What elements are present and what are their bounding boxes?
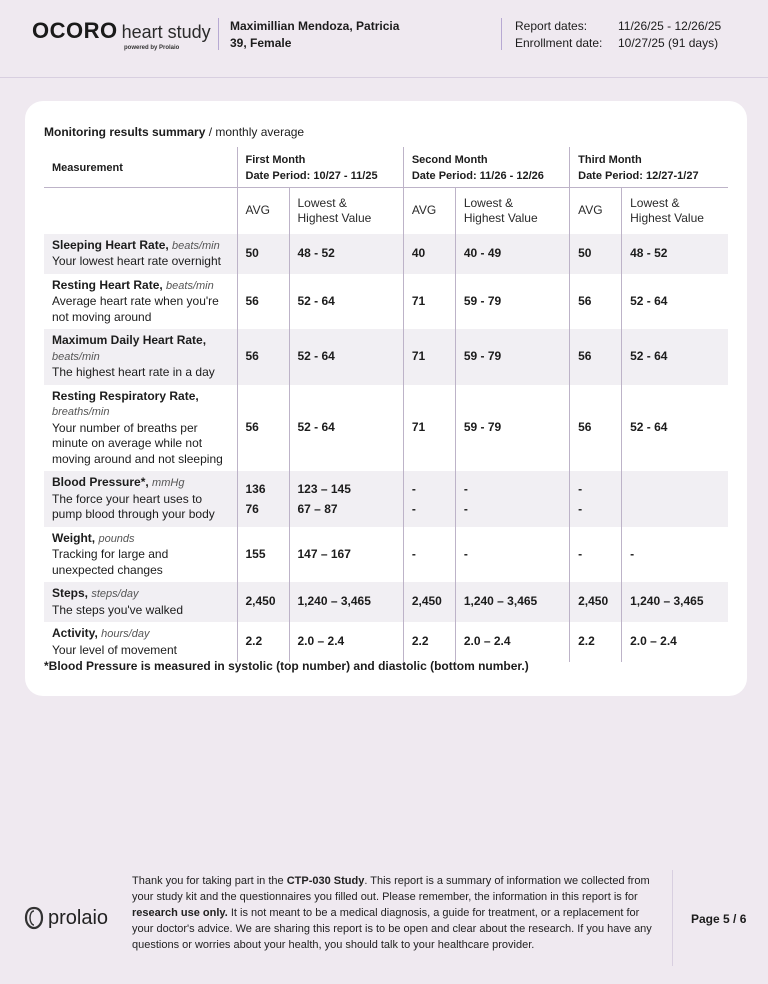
- range-value: 52 - 64: [289, 329, 403, 385]
- range-value: 1,240 – 3,465: [622, 582, 728, 622]
- range-value: 52 - 64: [622, 385, 728, 472]
- avg-value: [403, 471, 455, 527]
- measurement-description: Your lowest heart rate overnight: [52, 254, 221, 268]
- range-value: 48 - 52: [289, 234, 403, 274]
- systolic-value: -: [411, 481, 416, 496]
- table-row: [44, 582, 728, 622]
- systolic-value: -: [578, 481, 583, 496]
- avg-value: 2.2: [237, 622, 289, 662]
- systolic-range: -: [463, 481, 468, 496]
- month-header-3: [570, 147, 728, 188]
- month-name: Second Month: [411, 154, 488, 166]
- avg-header: AVG: [570, 188, 622, 234]
- diastolic-value: 76: [245, 501, 259, 516]
- month-header-1: [237, 147, 403, 188]
- range-value: 52 - 64: [289, 274, 403, 330]
- month-name: Third Month: [578, 154, 642, 166]
- measurement-header: Measurement: [52, 162, 123, 174]
- range-value: 2.0 – 2.4: [455, 622, 569, 662]
- measurement-unit: beats/min: [52, 350, 100, 363]
- avg-value: 155: [237, 527, 289, 583]
- prolaio-mark-icon: [24, 906, 44, 930]
- summary-title-rest: / monthly average: [205, 125, 305, 139]
- measurement-cell: [44, 234, 237, 274]
- measurement-description: The force your heart uses to pump blood through your body: [52, 491, 215, 521]
- avg-value: 56: [237, 329, 289, 385]
- report-dates-label: Report dates:: [515, 19, 588, 33]
- measurement-name: Activity,: [52, 626, 98, 640]
- avg-value: 56: [570, 385, 622, 472]
- summary-card: [25, 101, 747, 696]
- measurement-cell: [44, 582, 237, 622]
- diastolic-value: -: [411, 501, 416, 516]
- range-value: 40 - 49: [455, 234, 569, 274]
- measurement-description: Your level of movement: [52, 642, 177, 657]
- patient-age-sex: 39, Female: [230, 36, 292, 50]
- range-label-line: Lowest &: [463, 195, 514, 210]
- table-row: [44, 234, 728, 274]
- range-header: [455, 188, 569, 234]
- range-value: 59 - 79: [455, 329, 569, 385]
- avg-header: AVG: [237, 188, 289, 234]
- avg-value: 2,450: [570, 582, 622, 622]
- avg-value: 50: [237, 234, 289, 274]
- summary-title: [44, 125, 304, 139]
- measurement-name: Resting Heart Rate,: [52, 277, 163, 292]
- avg-value: 56: [237, 274, 289, 330]
- table-row: [44, 527, 728, 583]
- brand-name: OCORO: [32, 18, 118, 43]
- range-value: 147 – 167: [289, 527, 403, 583]
- systolic-value: 136: [245, 481, 266, 496]
- prolaio-logo: [24, 906, 108, 930]
- diastolic-range: 67 – 87: [297, 501, 338, 516]
- range-value: 59 - 79: [455, 385, 569, 472]
- header-divider: [218, 18, 219, 50]
- measurement-description: Average heart rate when you're not moving around: [52, 294, 219, 324]
- measurement-unit: steps/day: [91, 588, 139, 600]
- range-value: 2.0 – 2.4: [622, 622, 728, 662]
- table-row: [44, 274, 728, 330]
- range-header: [289, 188, 403, 234]
- report-dates: [515, 18, 721, 52]
- report-footer: [0, 870, 768, 984]
- month-period: Date Period: 11/26 - 12/26: [411, 170, 544, 182]
- report-header: [0, 0, 768, 78]
- measurement-cell: [44, 385, 237, 472]
- range-value: 52 - 64: [622, 274, 728, 330]
- enrollment-value: 10/27/25 (91 days): [618, 36, 719, 50]
- results-table: [44, 147, 728, 662]
- disclaimer-text: [132, 873, 652, 953]
- measurement-description: The steps you've walked: [52, 602, 184, 617]
- measurement-name: Sleeping Heart Rate,: [52, 237, 169, 252]
- month-header-2: [403, 147, 569, 188]
- diastolic-value: -: [578, 501, 583, 516]
- measurement-cell: [44, 471, 237, 527]
- header-divider: [501, 18, 502, 50]
- avg-value: 2.2: [570, 622, 622, 662]
- measurement-cell: [44, 274, 237, 330]
- range-label-line: Highest Value: [297, 210, 372, 225]
- table-row: [44, 385, 728, 472]
- month-name: First Month: [245, 154, 306, 166]
- month-period: Date Period: 12/27-1/27: [578, 170, 699, 182]
- range-value: [289, 471, 403, 527]
- avg-value: [570, 471, 622, 527]
- range-value: 1,240 – 3,465: [455, 582, 569, 622]
- range-label-line: Lowest &: [297, 195, 347, 210]
- avg-value: -: [403, 527, 455, 583]
- range-value: 52 - 64: [622, 329, 728, 385]
- range-value: -: [622, 527, 728, 583]
- measurement-name: Resting Respiratory Rate,: [52, 388, 199, 403]
- summary-title-bold: Monitoring results summary: [44, 125, 206, 139]
- disclaimer-part: . This report is a summary of information we collected from your study kit and the questionnaires you filled out. Please remember, the information in this report is for: [132, 875, 650, 903]
- table-row: [44, 471, 728, 527]
- measurement-unit: breaths/min: [52, 406, 110, 418]
- avg-value: 56: [570, 274, 622, 330]
- diastolic-range: -: [463, 501, 468, 516]
- measurement-cell: [44, 622, 237, 662]
- month-header-row: [44, 147, 728, 188]
- table-row: [44, 329, 728, 385]
- blood-pressure-footnote: *Blood Pressure is measured in systolic (top number) and diastolic (bottom number.): [44, 659, 529, 673]
- avg-value: 71: [403, 329, 455, 385]
- range-value: 2.0 – 2.4: [289, 622, 403, 662]
- avg-value: 71: [403, 274, 455, 330]
- measurement-unit: beats/min: [166, 279, 214, 292]
- systolic-range: 123 – 145: [297, 481, 351, 496]
- study-name: CTP-030 Study: [286, 875, 365, 887]
- research-use-note: research use only.: [132, 907, 228, 919]
- range-label-line: Lowest &: [630, 195, 680, 210]
- measurement-name: Weight,: [52, 530, 96, 545]
- avg-value: [237, 471, 289, 527]
- table-row: [44, 622, 728, 662]
- enrollment-label: Enrollment date:: [515, 36, 603, 50]
- avg-value: 56: [237, 385, 289, 472]
- avg-value: 71: [403, 385, 455, 472]
- measurement-unit: pounds: [98, 532, 135, 545]
- range-header: [622, 188, 728, 234]
- measurement-description: Your number of breaths per minute on average while not moving around and not sleeping: [52, 420, 223, 466]
- measurement-unit: beats/min: [172, 239, 220, 252]
- range-value: 1,240 – 3,465: [289, 582, 403, 622]
- avg-value: 2.2: [403, 622, 455, 662]
- measurement-name: Blood Pressure*,: [52, 475, 149, 489]
- avg-value: 56: [570, 329, 622, 385]
- avg-value: 50: [570, 234, 622, 274]
- empty-header-cell: [44, 188, 237, 234]
- powered-by: powered by Prolaio: [124, 45, 180, 51]
- range-label-line: Highest Value: [630, 210, 704, 225]
- range-value: 59 - 79: [455, 274, 569, 330]
- footer-divider: [672, 870, 673, 966]
- report-dates-value: 11/26/25 - 12/26/25: [618, 19, 722, 33]
- disclaimer-part: It is not meant to be a medical diagnosis, a guide for treatment, or a replacement for your doctor's advice. We are sharing this report is to be open and clear about the research. If you have any questions or worries about your health, you should talk to your healthcare provider.: [132, 907, 652, 951]
- range-value: 48 - 52: [622, 234, 728, 274]
- measurement-description: The highest heart rate in a day: [52, 365, 215, 379]
- avg-value: 2,450: [403, 582, 455, 622]
- measurement-cell: [44, 329, 237, 385]
- patient-info: [230, 18, 399, 52]
- measurement-cell: [44, 527, 237, 583]
- measurement-unit: mmHg: [152, 477, 185, 489]
- measurement-name: Steps,: [52, 586, 89, 600]
- ocoro-logo: [32, 18, 211, 51]
- measurement-unit: hours/day: [101, 628, 150, 640]
- brand-subtitle: heart study: [121, 22, 211, 42]
- range-value: 52 - 64: [289, 385, 403, 472]
- avg-value: 2,450: [237, 582, 289, 622]
- range-value: -: [455, 527, 569, 583]
- avg-value: -: [570, 527, 622, 583]
- range-value: [622, 471, 728, 527]
- measurement-description: Tracking for large and unexpected changes: [52, 547, 169, 577]
- month-period: Date Period: 10/27 - 11/25: [245, 170, 378, 182]
- column-header-row: [44, 188, 728, 234]
- range-value: [455, 471, 569, 527]
- range-label-line: Highest Value: [463, 210, 538, 225]
- disclaimer-part: Thank you for taking part in the: [132, 875, 287, 887]
- prolaio-wordmark: prolaio: [48, 906, 109, 929]
- measurement-name: Maximum Daily Heart Rate,: [52, 333, 207, 347]
- page-number: Page 5 / 6: [691, 912, 747, 926]
- patient-name: Maximillian Mendoza, Patricia: [230, 19, 400, 33]
- avg-header: AVG: [403, 188, 455, 234]
- avg-value: 40: [403, 234, 455, 274]
